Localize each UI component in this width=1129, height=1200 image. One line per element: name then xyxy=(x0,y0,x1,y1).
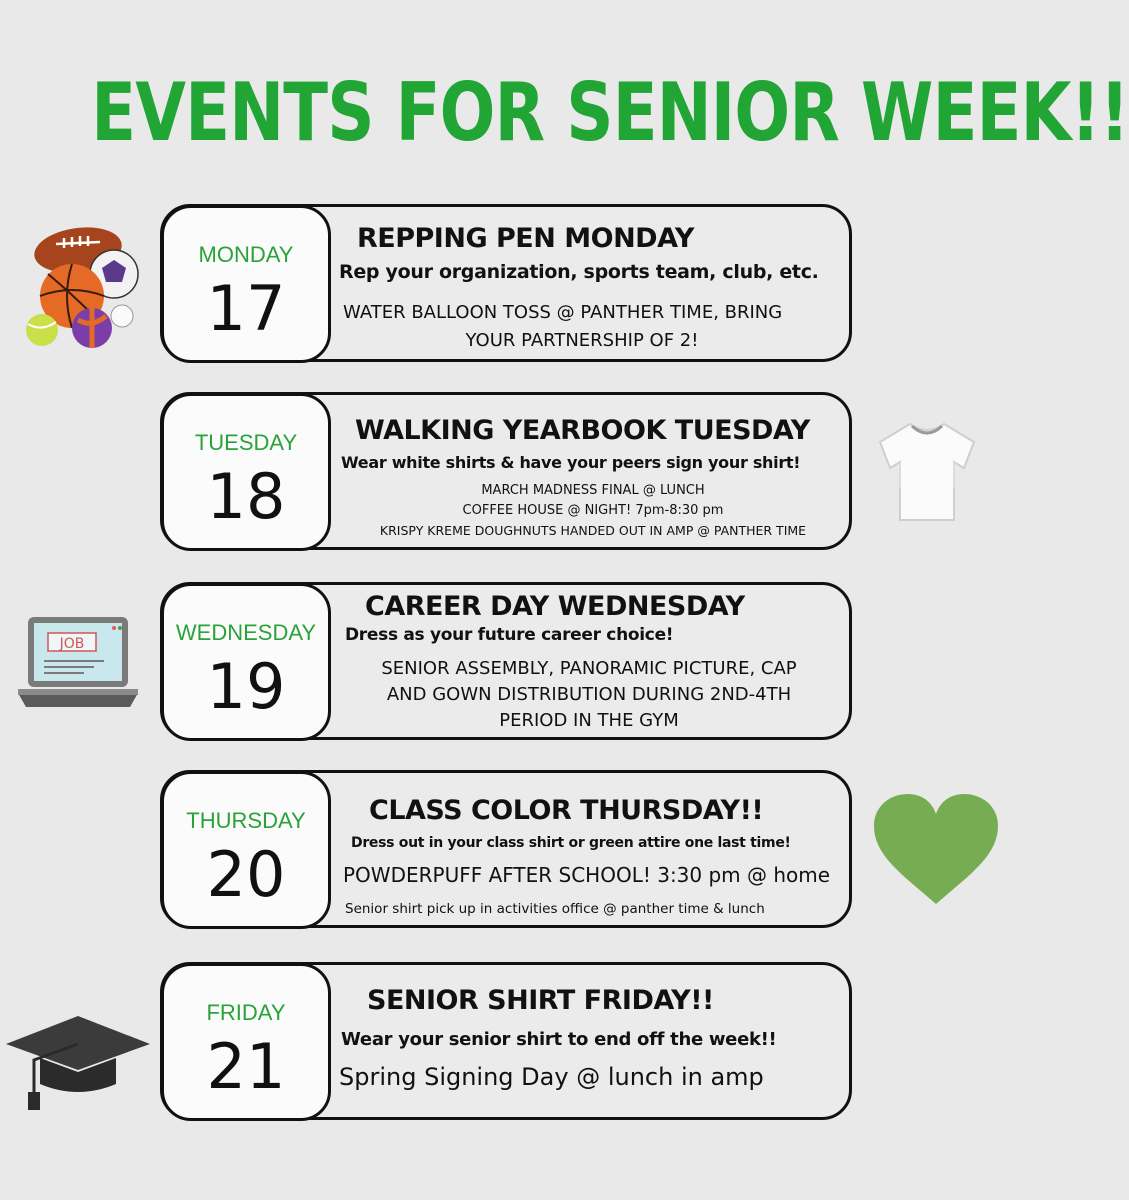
event-theme: CLASS COLOR THURSDAY!! xyxy=(369,795,764,826)
day-name: FRIDAY xyxy=(206,1000,286,1025)
day-number: 19 xyxy=(206,650,286,723)
event-subtitle: Wear your senior shirt to end off the week!! xyxy=(341,1029,777,1050)
event-detail: SENIOR ASSEMBLY, PANORAMIC PICTURE, CAP xyxy=(381,658,797,679)
event-detail: POWDERPUFF AFTER SCHOOL! 3:30 pm @ home xyxy=(343,863,831,887)
event-detail: Spring Signing Day @ lunch in amp xyxy=(339,1063,764,1091)
job-text: JOB xyxy=(59,636,85,652)
day-number: 17 xyxy=(206,272,286,345)
event-detail: MARCH MADNESS FINAL @ LUNCH xyxy=(481,483,705,498)
tshirt-icon xyxy=(872,418,982,524)
date-box xyxy=(161,393,331,551)
event-detail: YOUR PARTNERSHIP OF 2! xyxy=(465,330,699,351)
page-title: EVENTS FOR SENIOR WEEK!! xyxy=(91,66,1129,159)
event-detail: PERIOD IN THE GYM xyxy=(499,710,679,731)
sports-balls-icon xyxy=(18,224,140,352)
day-name: MONDAY xyxy=(198,242,294,267)
heart-icon xyxy=(872,792,1000,908)
event-detail: COFFEE HOUSE @ NIGHT! 7pm-8:30 pm xyxy=(462,503,724,518)
event-detail: AND GOWN DISTRIBUTION DURING 2ND-4TH xyxy=(386,684,792,705)
date-box xyxy=(161,205,331,363)
event-theme: CAREER DAY WEDNESDAY xyxy=(365,591,745,622)
day-name: WEDNESDAY xyxy=(175,620,317,645)
event-subtitle: Rep your organization, sports team, club, etc. xyxy=(339,261,819,283)
event-subtitle: Dress out in your class shirt or green attire one last time! xyxy=(351,835,791,851)
day-number: 20 xyxy=(206,838,286,911)
event-theme: SENIOR SHIRT FRIDAY!! xyxy=(367,985,714,1016)
event-subtitle: Dress as your future career choice! xyxy=(345,625,674,645)
event-detail: Senior shirt pick up in activities office @ panther time & lunch xyxy=(345,901,765,917)
laptop-job-icon xyxy=(18,615,138,715)
date-box xyxy=(161,771,331,929)
graduation-cap-icon xyxy=(4,1014,154,1114)
event-theme: REPPING PEN MONDAY xyxy=(357,223,694,254)
event-subtitle: Wear white shirts & have your peers sign your shirt! xyxy=(341,453,801,472)
event-detail: KRISPY KREME DOUGHNUTS HANDED OUT IN AMP @ PANTHER TIME xyxy=(379,523,807,538)
event-card-friday xyxy=(160,962,852,1120)
event-detail: WATER BALLOON TOSS @ PANTHER TIME, BRING xyxy=(343,302,783,323)
event-card-tuesday xyxy=(160,392,852,550)
day-name: TUESDAY xyxy=(194,430,298,455)
day-number: 18 xyxy=(206,460,286,533)
event-card-monday xyxy=(160,204,852,362)
date-box xyxy=(161,963,331,1121)
event-card-wednesday xyxy=(160,582,852,740)
date-box xyxy=(161,583,331,741)
event-theme: WALKING YEARBOOK TUESDAY xyxy=(355,415,810,446)
event-card-thursday xyxy=(160,770,852,928)
day-number: 21 xyxy=(206,1030,286,1103)
day-name: THURSDAY xyxy=(186,808,306,833)
